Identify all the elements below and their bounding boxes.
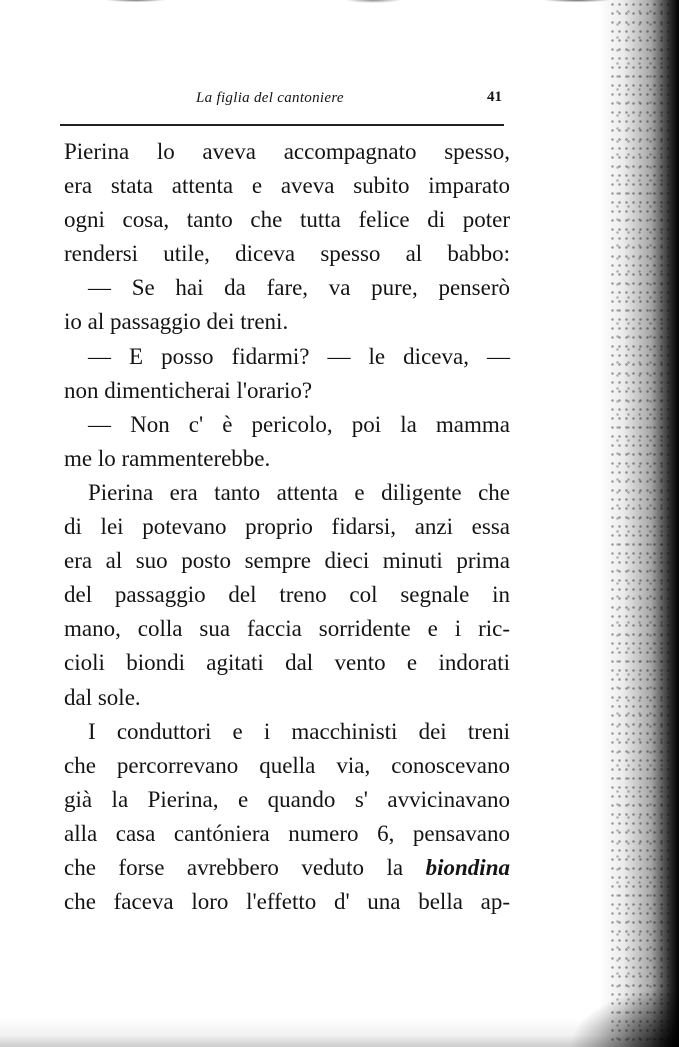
- header-rule: [60, 124, 504, 126]
- running-title: La figlia del cantoniere: [196, 90, 344, 106]
- text-segment: che forse avrebbero veduto la: [64, 854, 426, 880]
- text-line-with-emphasis: [64, 851, 510, 885]
- emphasized-word: biondina: [425, 854, 510, 880]
- text-line: me lo rammenterebbe.: [64, 445, 271, 471]
- text-line: dal sole.: [64, 684, 141, 710]
- text-line: era al suo posto sempre dieci minuti prima: [64, 548, 510, 574]
- text-line: non dimenticherai l'orario?: [64, 377, 313, 403]
- text-line: ogni cosa, tanto che tutta felice di poter: [64, 207, 510, 233]
- text-line: già la Pierina, e quando s' avvicinavano: [64, 786, 510, 812]
- text-line: alla casa cantóniera numero 6, pensavano: [64, 820, 510, 846]
- text-line: io al passaggio dei treni.: [64, 309, 289, 335]
- text-line: che faceva loro l'effetto d' una bella ap-: [64, 889, 510, 915]
- text-line: di lei potevano proprio fidarsi, anzi essa: [64, 514, 510, 540]
- scan-edge-speckle: [609, 0, 669, 1047]
- text-line: Pierina era tanto attenta e diligente che: [88, 479, 510, 505]
- page-header: [60, 86, 504, 116]
- text-line: Pierina lo aveva accompagnato spesso,: [64, 139, 510, 164]
- text-line: I conduttori e i macchinisti dei treni: [88, 718, 510, 744]
- text-line: — Non c' è pericolo, poi la mamma: [88, 411, 510, 437]
- page-number: 41: [487, 89, 502, 105]
- scan-corner-shadow: [569, 987, 679, 1047]
- body-text: [64, 135, 510, 919]
- text-line: — E posso fidarmi? — le diceva, —: [88, 343, 510, 369]
- text-line: — Se hai da fare, va pure, penserò: [88, 275, 510, 301]
- text-line: mano, colla sua faccia sorridente e i ric-: [64, 616, 510, 642]
- text-line: era stata attenta e aveva subito imparato: [64, 173, 510, 199]
- text-line: del passaggio del treno col segnale in: [64, 582, 510, 608]
- scan-edge-top: [0, 0, 679, 40]
- text-line: rendersi utile, diceva spesso al babbo:: [64, 241, 510, 267]
- text-line: cioli biondi agitati dal vento e indorati: [64, 650, 510, 676]
- text-line: che percorrevano quella via, conoscevano: [64, 752, 510, 778]
